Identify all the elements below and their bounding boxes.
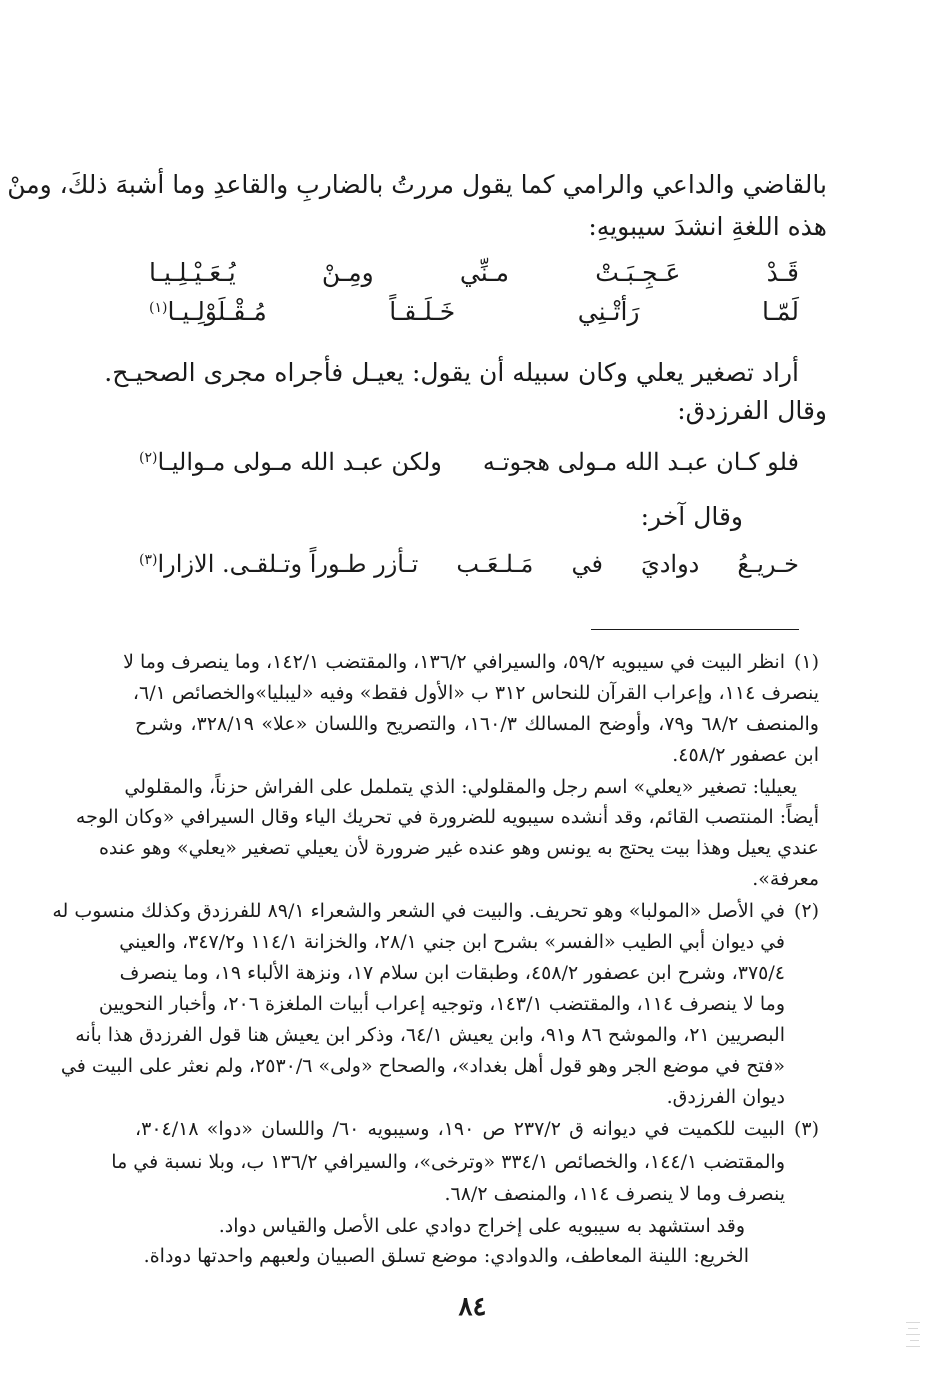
verse3-word-4: مَـلـعَـب xyxy=(456,550,534,578)
footnote-2-line: في ديوان أبي الطيب «الفسر» بشرح ابن جني ٢٨/١، والخزانة ١١٤/١ و٣٤٧/٢، والعيني xyxy=(119,931,785,953)
verse3-row xyxy=(139,550,799,578)
footnote-3-line: والمقتضب ١٤٤/١، والخصائص ٣٣٤/١ «وترخى»، والسيرافي ١٣٦/٢ ب، وبلا نسبة في ما xyxy=(111,1151,785,1173)
verse-word xyxy=(149,297,267,326)
footnote-1-line: ابن عصفور ٤٥٨/٢. xyxy=(672,744,819,766)
footnote-2-line: في الأصل «المولبا» وهو تحريف. والبيت في الشعر والشعراء ٨٩/١ للفرزدق وكذلك منسوب له xyxy=(52,900,785,922)
verse-word: لَمّـا xyxy=(761,297,799,326)
verse-word: خَـلَـقـاً xyxy=(389,297,456,326)
verse3-word-3: في xyxy=(571,550,603,578)
footnote-1-para-line: عندي يعيل وهذا بيت يحتج به يونس وهو عنده غير ضرورة لأن يعيلي تصغير «يعلي» وهو عنده xyxy=(98,837,819,859)
body-line-1: بالقاضي والداعي والرامي كما يقول مررتُ بالضاربِ والقاعدِ وما أشبهَ ذلكَ، ومنْ xyxy=(7,170,827,199)
verse3-tail-wrap xyxy=(139,550,418,578)
footnote-1-line: والمنصف ٦٨/٢ و٧٩، وأوضح المسالك ١٦٠/٣، والتصريح واللسان «علا» ٣٢٨/١٩، وشرح xyxy=(135,713,819,735)
body-line-3: أراد تصغير يعلي وكان سبيله أن يقول: يعيـل فأجراه مجرى الصحيـح. xyxy=(104,358,799,387)
scan-speck xyxy=(906,1334,920,1335)
verse3-word-1: خـريـعُ xyxy=(737,550,799,578)
footnote-3-line: ينصرف وما لا ينصرف ١١٤، والمنصف ٦٨/٢. xyxy=(444,1183,785,1205)
footnote-2-number: (٢) xyxy=(793,900,819,922)
body-line-4: وقال الفرزدق: xyxy=(677,396,827,425)
verse-word: ومِـنْ xyxy=(321,258,374,287)
verse2-hemistich-1: فلو كـان عبـد الله مـولى هجوتـه xyxy=(482,448,799,476)
footnote-ref-1: (١) xyxy=(149,300,168,316)
verse2-row xyxy=(139,448,799,476)
body-line-2: هذه اللغةِ انشدَ سيبويهِ: xyxy=(588,212,827,241)
footnote-1-number: (١) xyxy=(793,651,819,673)
verse-word: يُـعَـيْـلِـيـا xyxy=(149,258,236,287)
footnote-1-line: ينصرف ١١٤، وإعراب القرآن للنحاس ٣١٢ ب «الأول فقط» وفيه «ليبليا»والخصائص ٦/١، xyxy=(132,682,819,704)
footnote-3-line: البيت للكميت في ديوانه ق ٢٣٧/٢ ص ١٩٠، وسيبويه ٦٠/ واللسان «دوا» ٣٠٤/١٨، xyxy=(135,1118,785,1140)
verse-word-text: مُـقْـلَوْلِـيـا xyxy=(167,297,267,326)
verse1-row2 xyxy=(149,297,799,326)
footnote-1-para-line: أيضاً: المنتصب القائم، وقد أنشده سيبويه للضرورة في تحريك الياء وقال السيرافي «وكان الوجه xyxy=(75,806,819,828)
footnote-2-line: البصريين ٢١، والموشح ٨٦ و٩١، وابن يعيش ٦٤/١، وذكر ابن يعيش هنا قول الفرزدق هذا بأنه xyxy=(75,1024,785,1046)
verse2-hemistich-2-wrap xyxy=(139,448,442,476)
verse-word: مـنِّي xyxy=(459,258,510,287)
page-number: ٨٤ xyxy=(458,1292,487,1322)
scan-speck xyxy=(910,1340,919,1341)
body-line-5: وقال آخر: xyxy=(640,502,743,531)
footnote-2-line: ديوان الفرزدق. xyxy=(666,1086,785,1108)
verse-word: رَأتْـنِي xyxy=(577,297,640,326)
footnote-2-line: وما لا ينصرف ١١٤، والمقتضب ١٤٣/١، وتوجيه إعراب أبيات الملغزة ٢٠٦، وأخبار النحويين xyxy=(98,993,785,1015)
footnote-3-para-line: الخريع: اللينة المعاطف، والدوادي: موضع تسلق الصبيان ولعبهم واحدتها دوداة. xyxy=(143,1245,749,1267)
verse-word: قَـدْ xyxy=(766,258,799,287)
footnote-ref-2: (٢) xyxy=(139,450,158,466)
scan-speck xyxy=(908,1328,918,1329)
verse3-word-2: دواديَ xyxy=(640,550,700,578)
footnote-2-line: ٣٧٥/٤، وشرح ابن عصفور ٤٥٨/٢، وطبقات ابن سلام ١٧، ونزهة الألباء ١٩، وما ينصرف xyxy=(119,962,785,984)
footnote-1-para-line: معرفة». xyxy=(752,868,819,890)
footnote-1-para-line: يعيليا: تصغير «يعلي» اسم رجل والمقلولي: الذي يتململ على الفراش حزناً، والمقلولي xyxy=(124,776,797,798)
verse1-row1 xyxy=(149,258,799,287)
footnote-2-line: «فتح في موضع الجر وهو قول أهل بغداد»، والصحاح «ولى» ٢٥٣٠/٦، ولم نعثر على البيت في xyxy=(60,1055,785,1077)
verse-word: عَـجِـبَـتْ xyxy=(595,258,681,287)
scan-speck xyxy=(906,1346,920,1347)
verse3-word-5: تـأزر طـوراً وتـلقـى. الازارا xyxy=(157,550,419,578)
footnote-ref-3: (٣) xyxy=(139,552,158,568)
verse2-hemistich-2: ولكن عبـد الله مـولى مـواليـا xyxy=(157,448,442,476)
footnote-3-number: (٣) xyxy=(793,1118,819,1140)
scan-speck xyxy=(906,1322,920,1323)
footnote-separator xyxy=(591,629,799,630)
footnote-3-para-line: وقد استشهد به سيبويه على إخراج دوادي على الأصل والقياس دواد. xyxy=(218,1215,745,1237)
footnote-1-line: انظر البيت في سيبويه ٥٩/٢، والسيرافي ١٣٦/٢، والمقتضب ١٤٢/١، وما ينصرف وما لا xyxy=(123,651,785,673)
